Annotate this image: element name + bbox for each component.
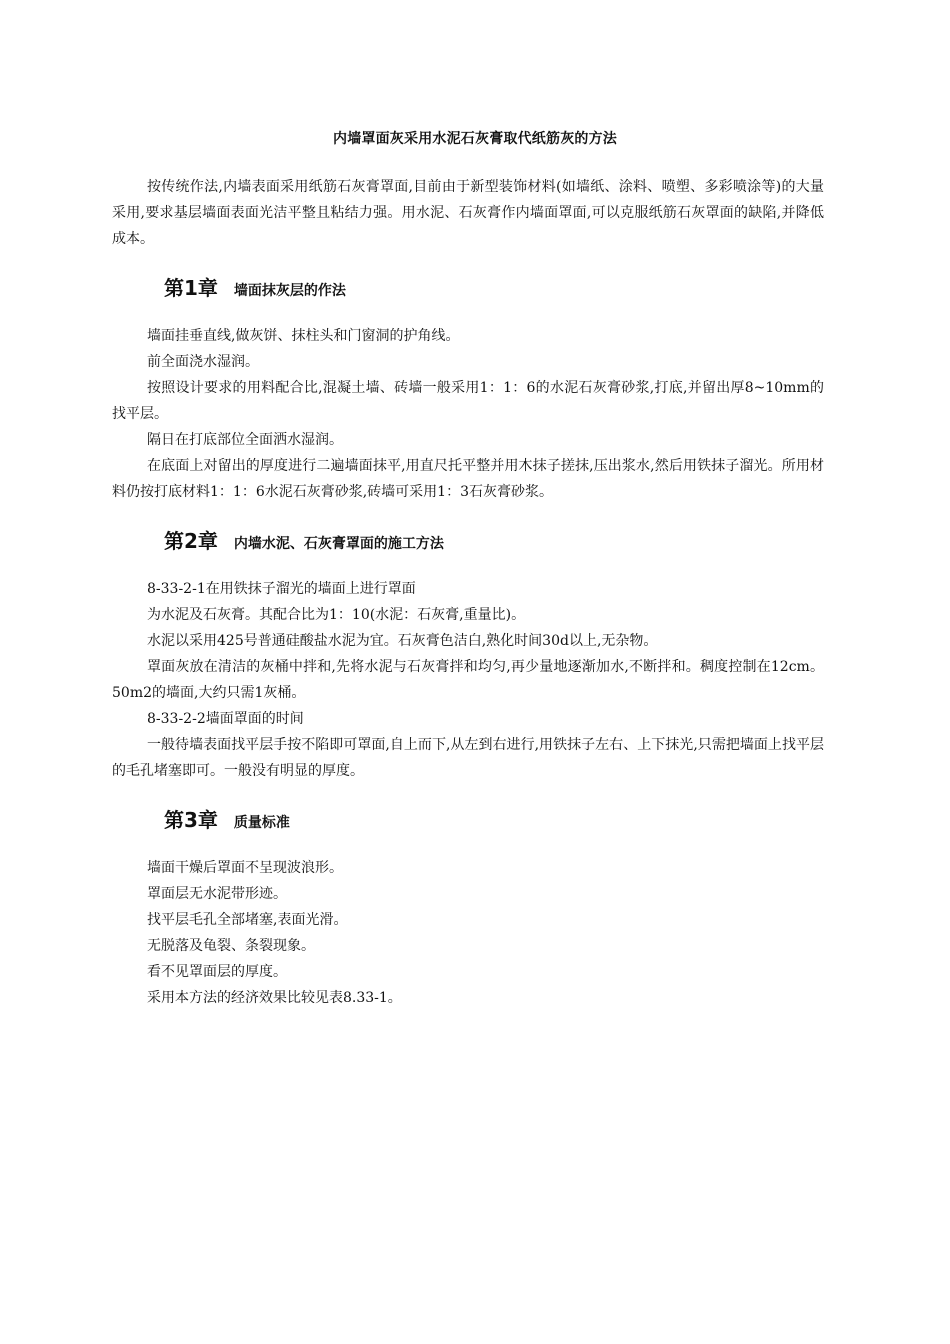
chapter-heading bbox=[164, 524, 824, 558]
chapter-title: 质量标准 bbox=[233, 815, 290, 831]
body-paragraph: 看不见罩面层的厚度。 bbox=[147, 964, 287, 980]
body-paragraph: 在底面上对留出的厚度进行二遍墙面抹平,用直尺托平整并用木抹子搓抹,压出浆水,然后用铁抹子溜光。所用材料仍按打底材料1：1：6水泥石灰膏砂浆,砖墙可采用1：3石灰膏砂浆。 bbox=[112, 458, 824, 500]
chapter-heading bbox=[164, 803, 824, 837]
document-body bbox=[112, 174, 824, 1011]
body-paragraph: 墙面挂垂直线,做灰饼、抹柱头和门窗洞的护角线。 bbox=[147, 328, 460, 344]
body-paragraph: 无脱落及龟裂、条裂现象。 bbox=[147, 938, 315, 954]
chapter-number: 第1章 bbox=[164, 276, 218, 300]
chapter-number: 第2章 bbox=[164, 529, 218, 553]
chapter-heading bbox=[164, 271, 824, 305]
body-paragraph: 墙面干燥后罩面不呈现波浪形。 bbox=[147, 860, 343, 876]
body-paragraph: 采用本方法的经济效果比较见表8.33-1。 bbox=[147, 990, 402, 1006]
body-paragraph: 一般待墙表面找平层手按不陷即可罩面,自上而下,从左到右进行,用铁抹子左右、上下抹光,只需把墙面上找平层的毛孔堵塞即可。一般没有明显的厚度。 bbox=[112, 737, 824, 779]
chapter-number: 第3章 bbox=[164, 808, 218, 832]
chapter-title: 墙面抹灰层的作法 bbox=[233, 283, 346, 299]
body-paragraph: 水泥以采用425号普通硅酸盐水泥为宜。石灰膏色洁白,熟化时间30d以上,无杂物。 bbox=[147, 633, 658, 649]
body-paragraph: 隔日在打底部位全面洒水湿润。 bbox=[147, 432, 343, 448]
body-paragraph: 找平层毛孔全部堵塞,表面光滑。 bbox=[147, 912, 348, 928]
body-paragraph: 8-33-2-2墙面罩面的时间 bbox=[147, 711, 304, 727]
body-paragraph: 罩面层无水泥带形迹。 bbox=[147, 886, 287, 902]
body-paragraph: 罩面灰放在清洁的灰桶中拌和,先将水泥与石灰膏拌和均匀,再少量地逐渐加水,不断拌和。稠度控制在12cm。50m2的墙面,大约只需1灰桶。 bbox=[112, 659, 824, 701]
document-title: 内墙罩面灰采用水泥石灰膏取代纸筋灰的方法 bbox=[333, 131, 617, 147]
chapter-title: 内墙水泥、石灰膏罩面的施工方法 bbox=[233, 536, 444, 552]
body-paragraph: 前全面浇水湿润。 bbox=[147, 354, 259, 370]
body-paragraph: 为水泥及石灰膏。其配合比为1：10(水泥：石灰膏,重量比)。 bbox=[147, 607, 526, 623]
body-paragraph: 8-33-2-1在用铁抹子溜光的墙面上进行罩面 bbox=[147, 581, 416, 597]
intro-paragraph: 按传统作法,内墙表面采用纸筋石灰膏罩面,目前由于新型装饰材料(如墙纸、涂料、喷塑、多彩喷涂等)的大量采用,要求基层墙面表面光洁平整且粘结力强。用水泥、石灰膏作内墙面罩面,可以克服纸筋石灰罩面的缺陷,并降低成本。 bbox=[112, 179, 824, 247]
body-paragraph: 按照设计要求的用料配合比,混凝土墙、砖墙一般采用1：1：6的水泥石灰膏砂浆,打底,并留出厚8~10mm的找平层。 bbox=[112, 380, 824, 422]
